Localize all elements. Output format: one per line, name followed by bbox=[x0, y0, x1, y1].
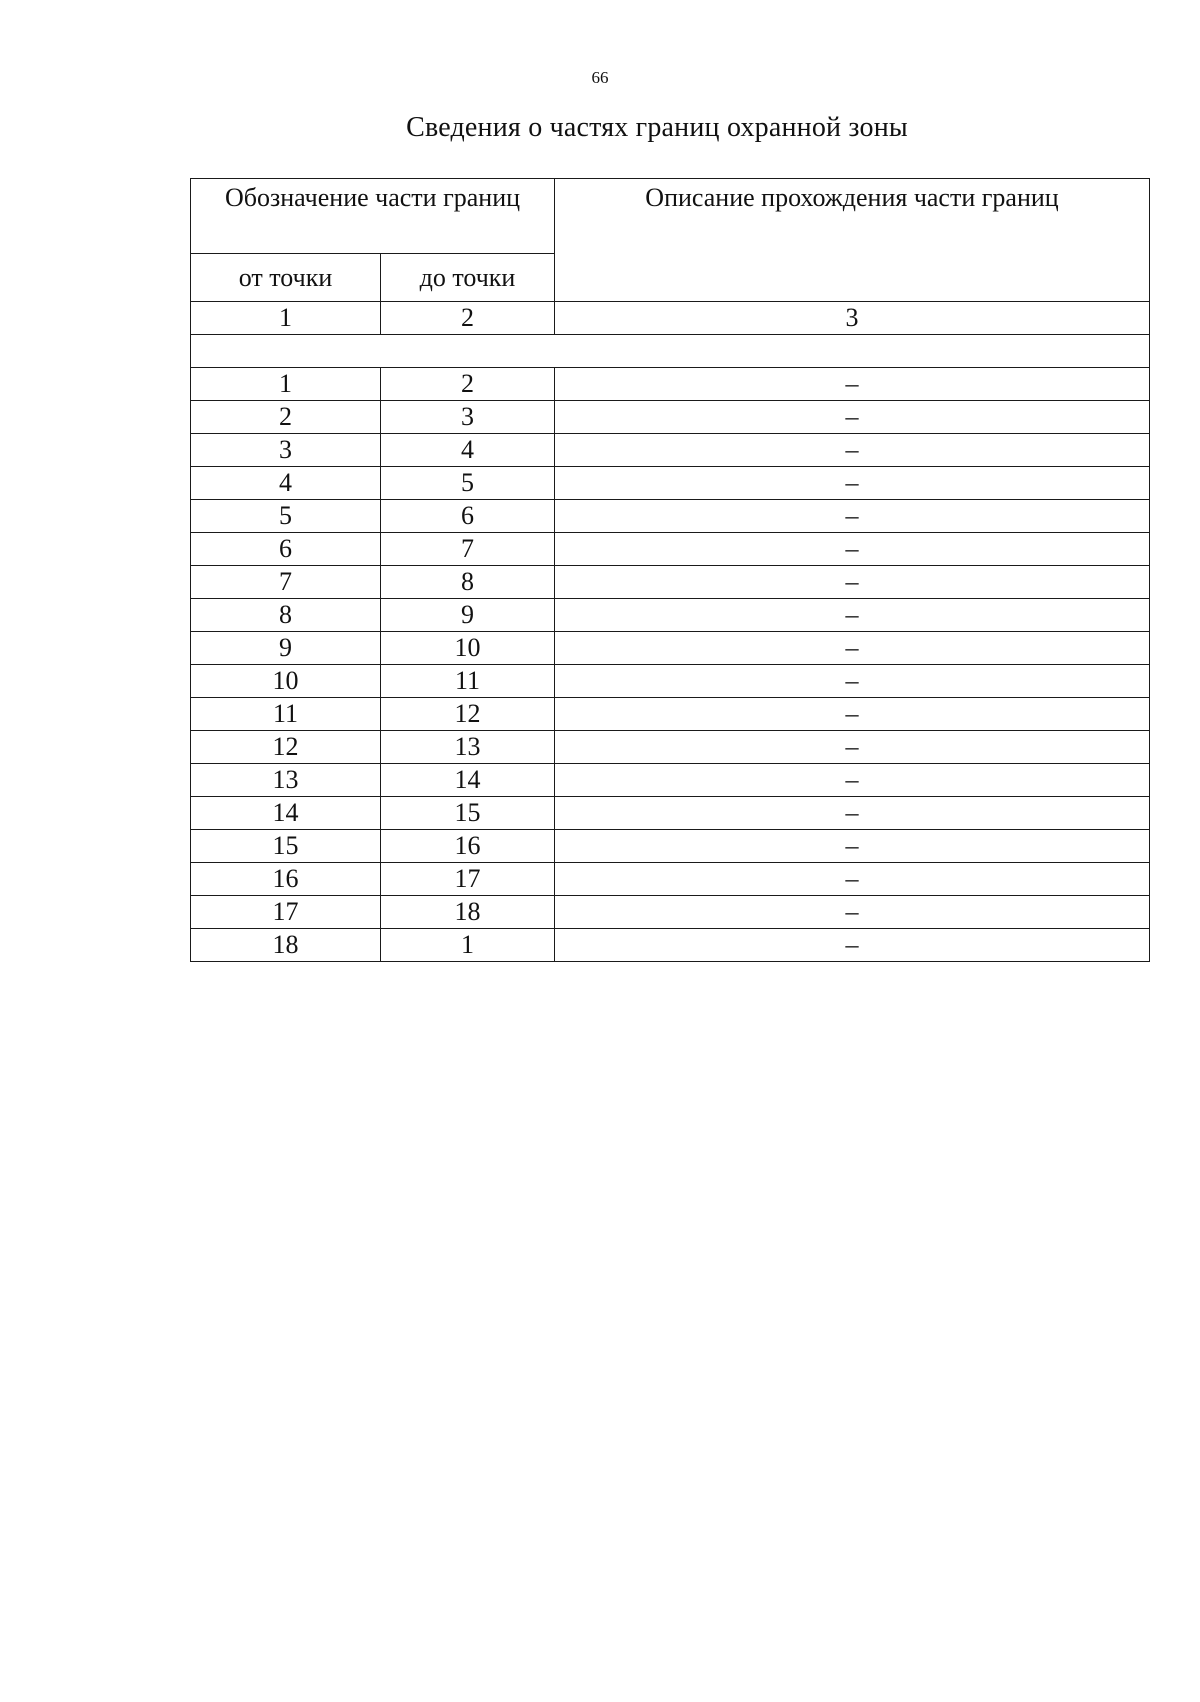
document-title: Сведения о частях границ охранной зоны bbox=[406, 112, 908, 143]
to-point-cell: 7 bbox=[381, 533, 555, 566]
table-row bbox=[191, 830, 1150, 863]
column-number-2: 2 bbox=[381, 302, 555, 335]
column-number-1: 1 bbox=[191, 302, 381, 335]
from-point-cell: 16 bbox=[191, 863, 381, 896]
description-cell: – bbox=[555, 500, 1150, 533]
header-from-point: от точки bbox=[191, 254, 381, 302]
header-boundary-part-designation: Обозначение части границ bbox=[191, 179, 555, 254]
from-point-cell: 2 bbox=[191, 401, 381, 434]
description-cell: – bbox=[555, 566, 1150, 599]
description-cell: – bbox=[555, 698, 1150, 731]
to-point-cell: 8 bbox=[381, 566, 555, 599]
table-row bbox=[191, 368, 1150, 401]
table-row bbox=[191, 698, 1150, 731]
description-cell: – bbox=[555, 401, 1150, 434]
table-row bbox=[191, 731, 1150, 764]
header-boundary-part-description: Описание прохождения части границ bbox=[555, 179, 1150, 302]
from-point-cell: 18 bbox=[191, 929, 381, 962]
column-number-3: 3 bbox=[555, 302, 1150, 335]
table-row bbox=[191, 533, 1150, 566]
to-point-cell: 15 bbox=[381, 797, 555, 830]
from-point-cell: 17 bbox=[191, 896, 381, 929]
from-point-cell: 8 bbox=[191, 599, 381, 632]
description-cell: – bbox=[555, 797, 1150, 830]
boundary-parts-table bbox=[190, 301, 1150, 962]
description-cell: – bbox=[555, 434, 1150, 467]
to-point-cell: 5 bbox=[381, 467, 555, 500]
table-row bbox=[191, 797, 1150, 830]
to-point-cell: 3 bbox=[381, 401, 555, 434]
from-point-cell: 4 bbox=[191, 467, 381, 500]
to-point-cell: 18 bbox=[381, 896, 555, 929]
to-point-cell: 4 bbox=[381, 434, 555, 467]
table-row bbox=[191, 566, 1150, 599]
to-point-cell: 1 bbox=[381, 929, 555, 962]
to-point-cell: 14 bbox=[381, 764, 555, 797]
from-point-cell: 9 bbox=[191, 632, 381, 665]
description-cell: – bbox=[555, 830, 1150, 863]
table-row bbox=[191, 500, 1150, 533]
table-row bbox=[191, 599, 1150, 632]
description-cell: – bbox=[555, 599, 1150, 632]
table-row bbox=[191, 434, 1150, 467]
to-point-cell: 17 bbox=[381, 863, 555, 896]
table-row bbox=[191, 665, 1150, 698]
from-point-cell: 11 bbox=[191, 698, 381, 731]
description-cell: – bbox=[555, 863, 1150, 896]
to-point-cell: 13 bbox=[381, 731, 555, 764]
description-cell: – bbox=[555, 929, 1150, 962]
from-point-cell: 12 bbox=[191, 731, 381, 764]
table-row bbox=[191, 863, 1150, 896]
description-cell: – bbox=[555, 764, 1150, 797]
from-point-cell: 14 bbox=[191, 797, 381, 830]
table-row bbox=[191, 401, 1150, 434]
from-point-cell: 6 bbox=[191, 533, 381, 566]
description-cell: – bbox=[555, 731, 1150, 764]
to-point-cell: 6 bbox=[381, 500, 555, 533]
header-to-point: до точки bbox=[381, 254, 555, 302]
description-cell: – bbox=[555, 632, 1150, 665]
description-cell: – bbox=[555, 665, 1150, 698]
empty-section-row bbox=[191, 335, 1150, 368]
from-point-cell: 10 bbox=[191, 665, 381, 698]
description-cell: – bbox=[555, 896, 1150, 929]
from-point-cell: 5 bbox=[191, 500, 381, 533]
from-point-cell: 7 bbox=[191, 566, 381, 599]
from-point-cell: 15 bbox=[191, 830, 381, 863]
description-cell: – bbox=[555, 467, 1150, 500]
to-point-cell: 11 bbox=[381, 665, 555, 698]
page-number: 66 bbox=[591, 68, 609, 87]
description-cell: – bbox=[555, 368, 1150, 401]
column-number-row bbox=[191, 302, 1150, 335]
to-point-cell: 16 bbox=[381, 830, 555, 863]
from-point-cell: 1 bbox=[191, 368, 381, 401]
table-row bbox=[191, 764, 1150, 797]
from-point-cell: 3 bbox=[191, 434, 381, 467]
to-point-cell: 12 bbox=[381, 698, 555, 731]
to-point-cell: 9 bbox=[381, 599, 555, 632]
table-row bbox=[191, 467, 1150, 500]
table-row bbox=[191, 896, 1150, 929]
from-point-cell: 13 bbox=[191, 764, 381, 797]
empty-section-cell bbox=[191, 335, 1150, 368]
table-row bbox=[191, 632, 1150, 665]
description-cell: – bbox=[555, 533, 1150, 566]
to-point-cell: 2 bbox=[381, 368, 555, 401]
table-header bbox=[190, 178, 1150, 302]
to-point-cell: 10 bbox=[381, 632, 555, 665]
table-row bbox=[191, 929, 1150, 962]
